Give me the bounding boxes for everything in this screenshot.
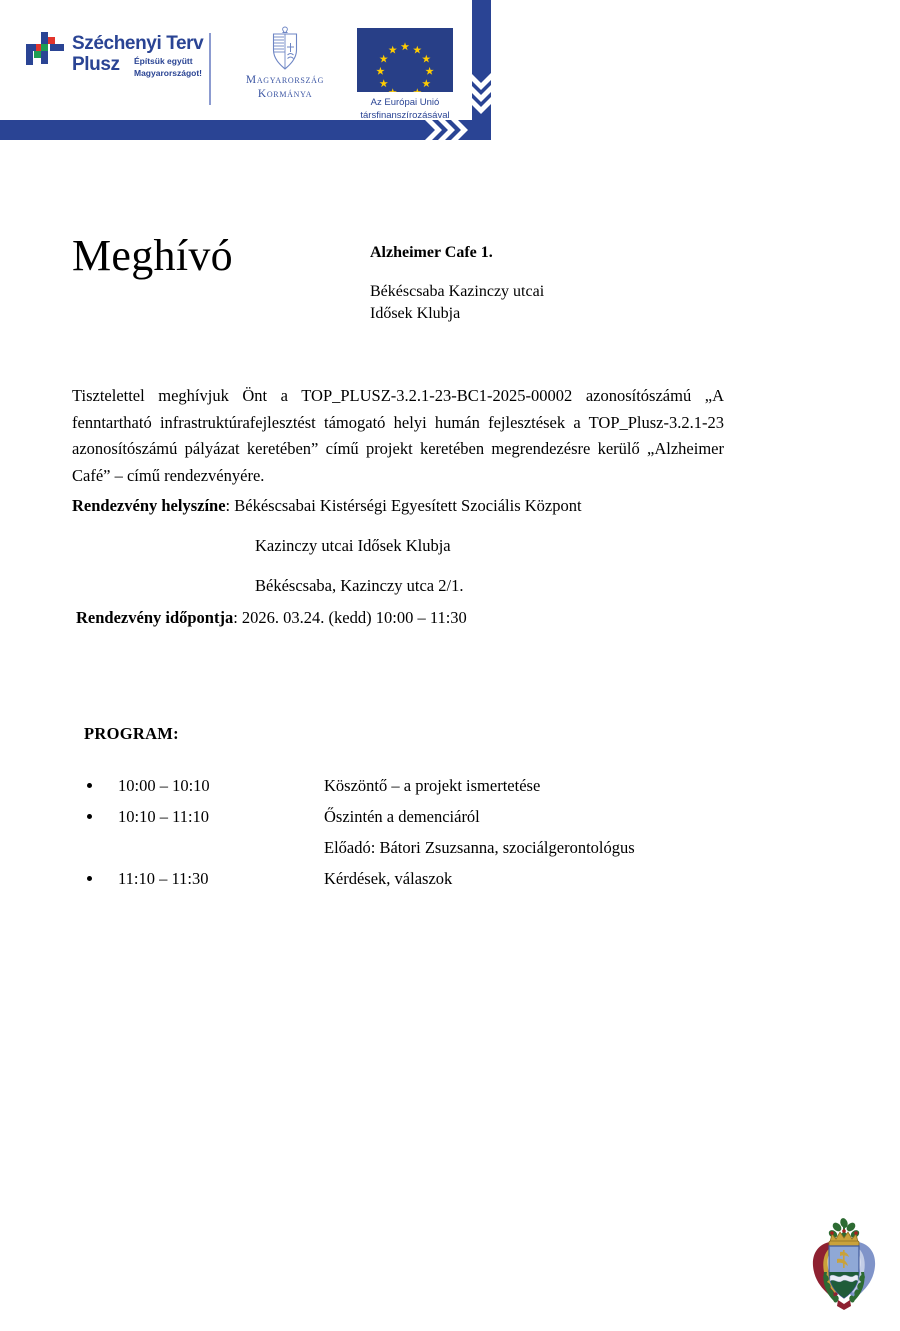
event-header: [370, 243, 700, 325]
hungarian-government-logo: [230, 26, 340, 101]
datetime-label: Rendezvény időpontja: [76, 608, 234, 627]
program-item-time: 11:10 – 11:30: [118, 869, 209, 888]
european-union-logo: [345, 28, 465, 122]
page-title: Meghívó: [72, 231, 233, 280]
venue-label: Rendezvény helyszíne: [72, 496, 226, 515]
program-item-description: Őszintén a demenciáról: [324, 807, 480, 826]
header-banner: [0, 0, 500, 143]
venue-block: [72, 495, 732, 615]
venue-row-primary: [72, 495, 732, 517]
szechenyi-cross-icon: [22, 32, 68, 78]
program-item-description: Köszöntő – a projekt ismertetése: [324, 776, 541, 795]
event-venue-line-1: Békéscsaba Kazinczy utcai: [370, 283, 545, 300]
list-item: [84, 863, 744, 894]
logo-separator: [209, 33, 211, 105]
logo-row: [0, 0, 470, 120]
szechenyi-terv-plusz-logo: [22, 30, 204, 100]
title-block: [72, 230, 732, 340]
list-item: [84, 801, 744, 832]
eu-line-1: Az Európai Unió: [370, 97, 440, 108]
venue-value: : Békéscsabai Kistérségi Egyesített Szociális Központ: [225, 496, 582, 515]
event-venue-line-2: Idősek Klubja: [370, 305, 461, 322]
chevron-down-decoration-icon: [470, 72, 492, 114]
list-item: [84, 770, 744, 801]
banner-horizontal-bar: [0, 120, 489, 140]
event-name: Alzheimer Cafe 1.: [370, 244, 493, 261]
program-list: [84, 770, 744, 894]
european-union-flag-icon: [357, 28, 453, 92]
program-item-time: 10:10 – 11:10: [118, 807, 210, 826]
szechenyi-slogan-line-2: Magyarországot!: [134, 67, 203, 78]
chevron-right-decoration-icon: [424, 119, 482, 141]
program-item-presenter: Előadó: Bátori Zsuzsanna, szociálgerontológus: [324, 838, 635, 857]
government-line-1: Magyarország: [245, 74, 325, 86]
bullet-icon: [87, 876, 92, 881]
szechenyi-line-1: Széchenyi Terv: [72, 33, 204, 54]
szechenyi-slogan-line-1: Építsük együtt: [134, 56, 193, 66]
hungary-coat-of-arms-icon: [270, 26, 300, 70]
venue-row-secondary: Kazinczy utcai Idősek Klubja: [255, 536, 451, 555]
program-item-description: Kérdések, válaszok: [324, 869, 453, 888]
bullet-icon: [87, 814, 92, 819]
eu-line-2: társfinanszírozásával: [360, 109, 450, 121]
szechenyi-line-2: Plusz: [72, 54, 120, 75]
government-line-2: Kormánya: [257, 87, 313, 100]
datetime-row: [76, 607, 736, 629]
szechenyi-slogan: [134, 56, 202, 79]
intro-paragraph: Tisztelettel meghívjuk Önt a TOP_PLUSZ-3.2.1-23-BC1-2025-00002 azonosítószámú „A fenntartható infrastruktúrafejlesztést támogató helyi humán fejlesztések a TOP_Plusz-3.2.1-23 azonosítószámú pályázat keretében” című projekt keretében megrendezésre kerülő „Alzheimer Café” – című rendezvényére.: [72, 386, 724, 485]
bekescsaba-coat-of-arms-icon: [800, 1214, 888, 1310]
datetime-value: : 2026. 03.24. (kedd) 10:00 – 11:30: [233, 608, 467, 627]
venue-row-address: Békéscsaba, Kazinczy utca 2/1.: [255, 576, 464, 595]
program-heading: PROGRAM:: [84, 724, 179, 743]
program-item-time: 10:00 – 10:10: [118, 776, 210, 795]
bullet-icon: [87, 783, 92, 788]
program-item-subline-row: [84, 832, 744, 863]
